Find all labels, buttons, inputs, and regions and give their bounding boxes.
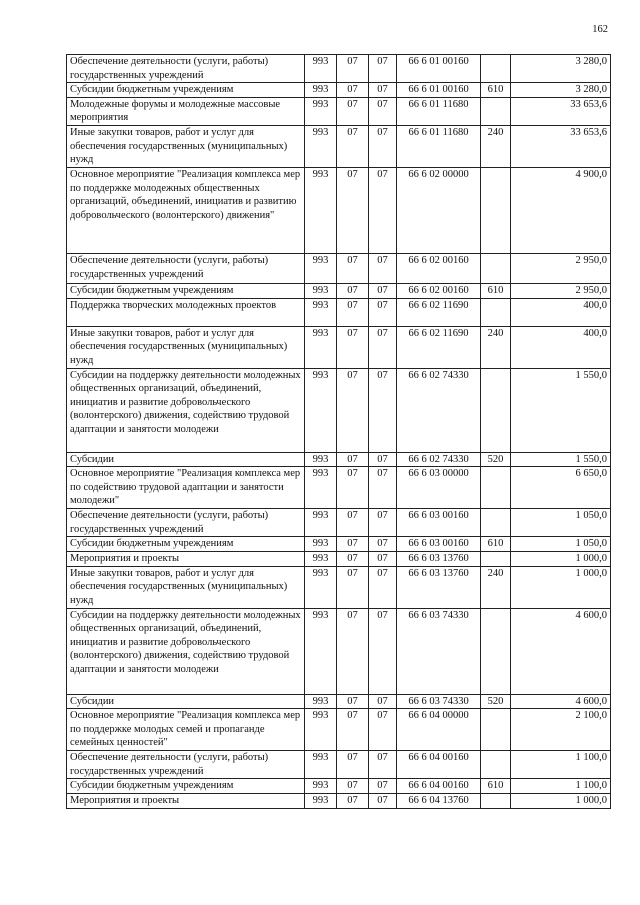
table-row (67, 167, 611, 253)
cell-target-article: 66 6 04 00000 (397, 709, 481, 751)
cell-target-article: 66 6 03 00160 (397, 537, 481, 552)
cell-section: 07 (337, 509, 369, 537)
cell-ministry-code: 993 (305, 326, 337, 368)
cell-name: Субсидии бюджетным учреждениям (67, 83, 305, 98)
table-row (67, 283, 611, 298)
cell-subsection: 07 (369, 298, 397, 326)
cell-name: Мероприятия и проекты (67, 551, 305, 566)
cell-target-article: 66 6 02 74330 (397, 368, 481, 452)
table-row (67, 566, 611, 608)
cell-subsection: 07 (369, 751, 397, 779)
cell-ministry-code: 993 (305, 608, 337, 694)
cell-ministry-code: 993 (305, 97, 337, 125)
table-row (67, 779, 611, 794)
table-row (67, 793, 611, 808)
cell-name: Мероприятия и проекты (67, 793, 305, 808)
cell-ministry-code: 993 (305, 83, 337, 98)
cell-name: Молодежные форумы и молодежные массовые мероприятия (67, 97, 305, 125)
cell-expense-type (481, 509, 511, 537)
table-row (67, 253, 611, 283)
cell-section: 07 (337, 125, 369, 167)
table-row (67, 298, 611, 326)
cell-target-article: 66 6 04 13760 (397, 793, 481, 808)
table-row (67, 551, 611, 566)
cell-amount: 2 950,0 (511, 253, 611, 283)
cell-amount: 400,0 (511, 326, 611, 368)
cell-amount: 2 100,0 (511, 709, 611, 751)
cell-amount: 6 650,0 (511, 467, 611, 509)
cell-target-article: 66 6 03 13760 (397, 551, 481, 566)
cell-amount: 4 600,0 (511, 694, 611, 709)
cell-amount: 1 050,0 (511, 509, 611, 537)
cell-subsection: 07 (369, 283, 397, 298)
cell-name: Субсидии бюджетным учреждениям (67, 779, 305, 794)
cell-expense-type: 610 (481, 779, 511, 794)
cell-section: 07 (337, 368, 369, 452)
cell-amount: 4 600,0 (511, 608, 611, 694)
cell-expense-type (481, 97, 511, 125)
cell-subsection: 07 (369, 509, 397, 537)
cell-expense-type (481, 253, 511, 283)
cell-amount: 1 550,0 (511, 452, 611, 467)
cell-ministry-code: 993 (305, 253, 337, 283)
cell-target-article: 66 6 04 00160 (397, 751, 481, 779)
cell-ministry-code: 993 (305, 167, 337, 253)
cell-name: Иные закупки товаров, работ и услуг для обеспечения государственных (муниципальных) нужд (67, 566, 305, 608)
cell-target-article: 66 6 01 11680 (397, 125, 481, 167)
cell-target-article: 66 6 02 11690 (397, 326, 481, 368)
cell-name: Обеспечение деятельности (услуги, работы) государственных учреждений (67, 55, 305, 83)
table-row (67, 368, 611, 452)
cell-name: Иные закупки товаров, работ и услуг для обеспечения государственных (муниципальных) нужд (67, 326, 305, 368)
cell-ministry-code: 993 (305, 55, 337, 83)
cell-expense-type: 520 (481, 452, 511, 467)
table-row (67, 694, 611, 709)
cell-section: 07 (337, 55, 369, 83)
cell-subsection: 07 (369, 566, 397, 608)
cell-amount: 33 653,6 (511, 125, 611, 167)
cell-name: Основное мероприятие "Реализация комплекса мер по поддержке молодежных общественных организаций, объединений, инициатив и развитию добровольческого (волонтерского) движения" (67, 167, 305, 253)
cell-subsection: 07 (369, 253, 397, 283)
cell-name: Субсидии (67, 452, 305, 467)
cell-section: 07 (337, 751, 369, 779)
cell-ministry-code: 993 (305, 566, 337, 608)
table-row (67, 509, 611, 537)
cell-section: 07 (337, 551, 369, 566)
cell-expense-type (481, 368, 511, 452)
cell-expense-type (481, 608, 511, 694)
cell-amount: 1 000,0 (511, 793, 611, 808)
cell-ministry-code: 993 (305, 694, 337, 709)
cell-section: 07 (337, 167, 369, 253)
cell-name: Обеспечение деятельности (услуги, работы) государственных учреждений (67, 509, 305, 537)
cell-section: 07 (337, 97, 369, 125)
cell-section: 07 (337, 298, 369, 326)
cell-section: 07 (337, 467, 369, 509)
cell-ministry-code: 993 (305, 551, 337, 566)
cell-subsection: 07 (369, 326, 397, 368)
cell-name: Иные закупки товаров, работ и услуг для обеспечения государственных (муниципальных) нужд (67, 125, 305, 167)
table-row (67, 751, 611, 779)
cell-name: Обеспечение деятельности (услуги, работы) государственных учреждений (67, 751, 305, 779)
cell-ministry-code: 993 (305, 298, 337, 326)
table-row (67, 326, 611, 368)
cell-ministry-code: 993 (305, 368, 337, 452)
cell-section: 07 (337, 608, 369, 694)
cell-name: Субсидии на поддержку деятельности молодежных общественных организаций, объединений, инициатив и развитие добровольческого (волонтерского) движения, содействию трудовой адаптации и занятости молодежи (67, 608, 305, 694)
cell-target-article: 66 6 02 11690 (397, 298, 481, 326)
cell-subsection: 07 (369, 167, 397, 253)
cell-target-article: 66 6 02 00160 (397, 283, 481, 298)
cell-name: Основное мероприятие "Реализация комплекса мер по поддержке молодых семей и пропаганде семейных ценностей" (67, 709, 305, 751)
cell-target-article: 66 6 01 00160 (397, 83, 481, 98)
cell-expense-type (481, 709, 511, 751)
cell-amount: 1 550,0 (511, 368, 611, 452)
cell-section: 07 (337, 283, 369, 298)
table-row (67, 608, 611, 694)
cell-expense-type (481, 551, 511, 566)
page-number: 162 (592, 24, 608, 35)
cell-section: 07 (337, 452, 369, 467)
cell-target-article: 66 6 03 00160 (397, 509, 481, 537)
cell-name: Субсидии бюджетным учреждениям (67, 537, 305, 552)
cell-ministry-code: 993 (305, 283, 337, 298)
cell-name: Субсидии на поддержку деятельности молодежных общественных организаций, объединений, инициатив и развитие добровольческого (волонтерского) движения, содействию трудовой адаптации и занятости молодежи (67, 368, 305, 452)
cell-expense-type (481, 167, 511, 253)
cell-ministry-code: 993 (305, 751, 337, 779)
cell-expense-type (481, 751, 511, 779)
cell-ministry-code: 993 (305, 125, 337, 167)
cell-expense-type: 240 (481, 125, 511, 167)
cell-subsection: 07 (369, 55, 397, 83)
cell-name: Основное мероприятие "Реализация комплекса мер по содействию трудовой адаптации и занятости молодежи" (67, 467, 305, 509)
cell-subsection: 07 (369, 467, 397, 509)
cell-ministry-code: 993 (305, 537, 337, 552)
cell-section: 07 (337, 566, 369, 608)
cell-section: 07 (337, 694, 369, 709)
cell-subsection: 07 (369, 83, 397, 98)
cell-section: 07 (337, 537, 369, 552)
cell-subsection: 07 (369, 608, 397, 694)
cell-subsection: 07 (369, 125, 397, 167)
cell-subsection: 07 (369, 537, 397, 552)
cell-ministry-code: 993 (305, 467, 337, 509)
cell-amount: 3 280,0 (511, 55, 611, 83)
cell-target-article: 66 6 04 00160 (397, 779, 481, 794)
cell-amount: 1 050,0 (511, 537, 611, 552)
cell-amount: 2 950,0 (511, 283, 611, 298)
cell-expense-type (481, 467, 511, 509)
cell-section: 07 (337, 709, 369, 751)
cell-ministry-code: 993 (305, 452, 337, 467)
cell-target-article: 66 6 02 00000 (397, 167, 481, 253)
cell-expense-type: 610 (481, 537, 511, 552)
cell-target-article: 66 6 02 74330 (397, 452, 481, 467)
cell-amount: 1 100,0 (511, 779, 611, 794)
cell-target-article: 66 6 03 74330 (397, 608, 481, 694)
table-row (67, 452, 611, 467)
cell-subsection: 07 (369, 97, 397, 125)
cell-name: Субсидии (67, 694, 305, 709)
cell-target-article: 66 6 03 13760 (397, 566, 481, 608)
cell-name: Поддержка творческих молодежных проектов (67, 298, 305, 326)
cell-expense-type: 240 (481, 326, 511, 368)
cell-ministry-code: 993 (305, 709, 337, 751)
cell-amount: 1 000,0 (511, 566, 611, 608)
cell-subsection: 07 (369, 793, 397, 808)
cell-name: Субсидии бюджетным учреждениям (67, 283, 305, 298)
cell-target-article: 66 6 01 00160 (397, 55, 481, 83)
cell-name: Обеспечение деятельности (услуги, работы) государственных учреждений (67, 253, 305, 283)
budget-table (66, 54, 611, 809)
cell-target-article: 66 6 01 11680 (397, 97, 481, 125)
table-row (67, 55, 611, 83)
cell-amount: 3 280,0 (511, 83, 611, 98)
cell-subsection: 07 (369, 779, 397, 794)
table-row (67, 97, 611, 125)
table-row (67, 709, 611, 751)
cell-amount: 33 653,6 (511, 97, 611, 125)
cell-target-article: 66 6 03 00000 (397, 467, 481, 509)
cell-subsection: 07 (369, 368, 397, 452)
cell-target-article: 66 6 02 00160 (397, 253, 481, 283)
cell-section: 07 (337, 83, 369, 98)
cell-expense-type: 240 (481, 566, 511, 608)
cell-ministry-code: 993 (305, 793, 337, 808)
cell-section: 07 (337, 779, 369, 794)
cell-ministry-code: 993 (305, 509, 337, 537)
budget-table-body (67, 55, 611, 809)
cell-amount: 1 100,0 (511, 751, 611, 779)
cell-subsection: 07 (369, 551, 397, 566)
cell-expense-type: 610 (481, 83, 511, 98)
cell-section: 07 (337, 326, 369, 368)
cell-expense-type: 520 (481, 694, 511, 709)
table-row (67, 537, 611, 552)
cell-subsection: 07 (369, 694, 397, 709)
cell-subsection: 07 (369, 452, 397, 467)
table-row (67, 83, 611, 98)
cell-target-article: 66 6 03 74330 (397, 694, 481, 709)
cell-amount: 4 900,0 (511, 167, 611, 253)
cell-section: 07 (337, 793, 369, 808)
cell-amount: 1 000,0 (511, 551, 611, 566)
cell-expense-type (481, 793, 511, 808)
table-row (67, 125, 611, 167)
cell-ministry-code: 993 (305, 779, 337, 794)
table-row (67, 467, 611, 509)
cell-expense-type (481, 298, 511, 326)
cell-expense-type (481, 55, 511, 83)
cell-amount: 400,0 (511, 298, 611, 326)
cell-expense-type: 610 (481, 283, 511, 298)
cell-section: 07 (337, 253, 369, 283)
cell-subsection: 07 (369, 709, 397, 751)
